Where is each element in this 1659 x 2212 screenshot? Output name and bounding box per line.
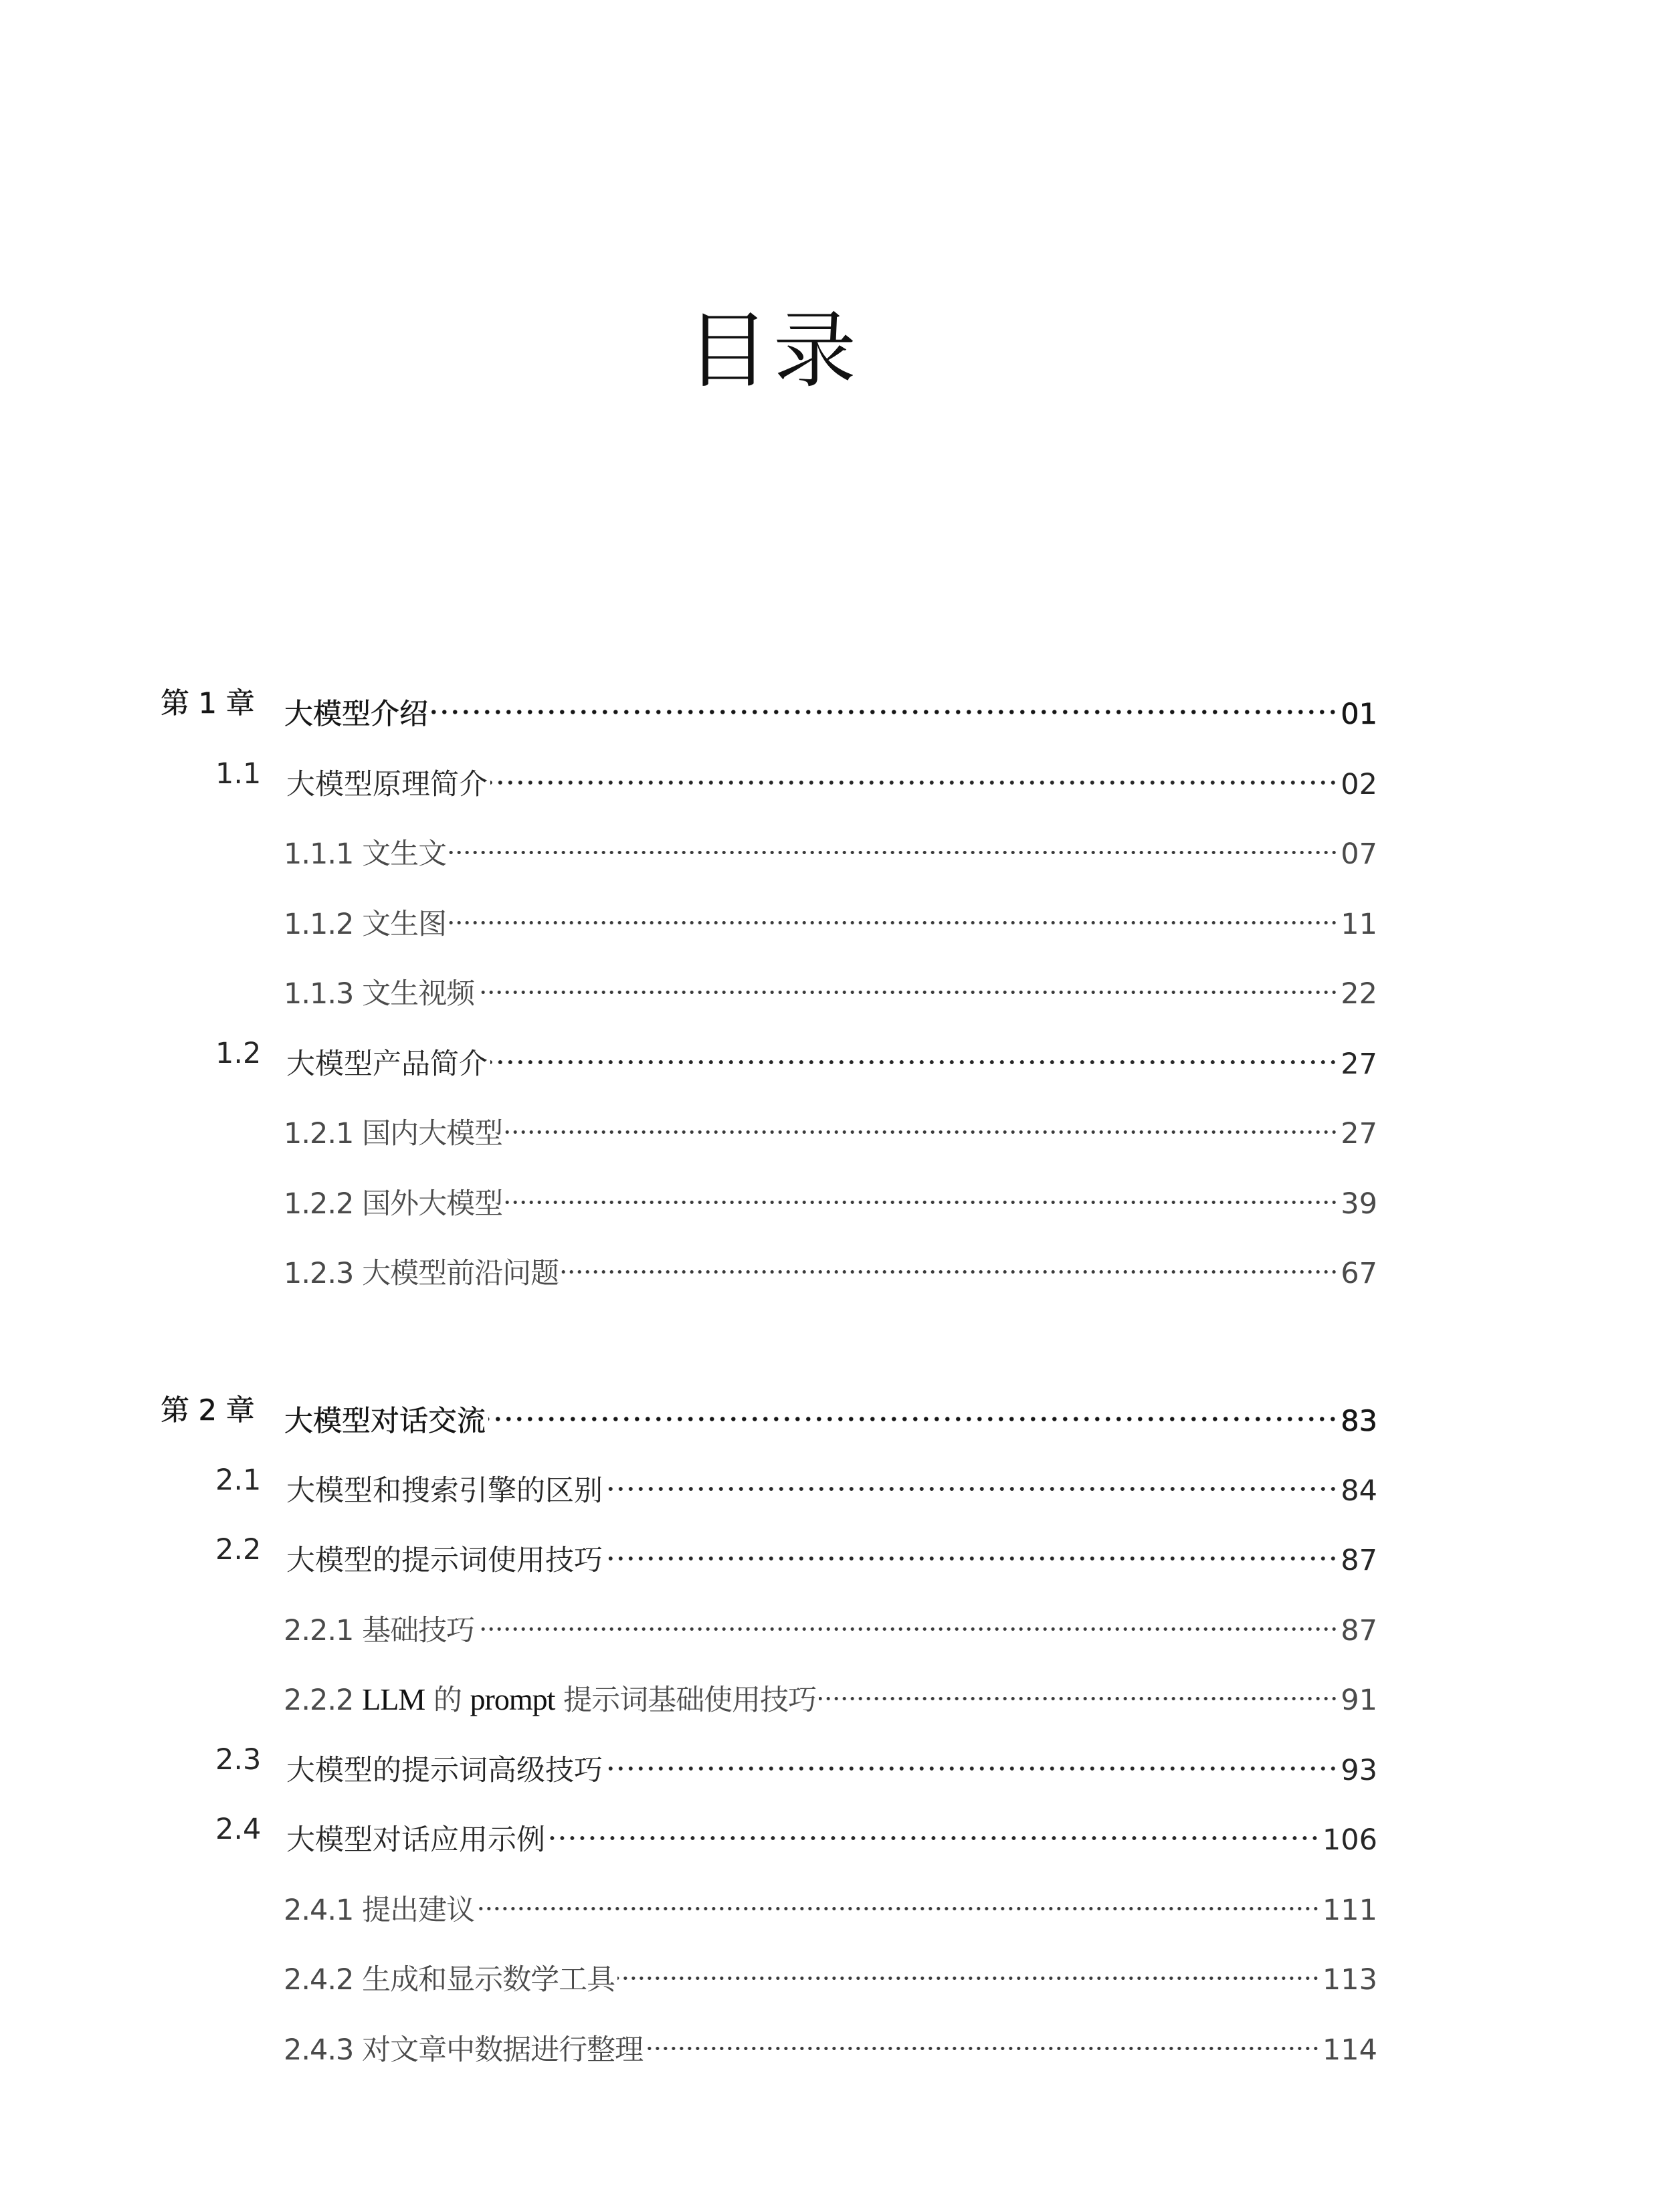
page-number: 87 — [1341, 1614, 1377, 1647]
title-part-rest: 提示词基础使用技巧 — [555, 1684, 817, 1717]
subsection-title: 1.1.3 文生视频 — [284, 977, 475, 1011]
page-title: 目录 — [686, 303, 860, 399]
section-title: 大模型的提示词高级技巧 — [286, 1754, 603, 1787]
toc-chapter-1[interactable] — [0, 684, 1659, 731]
title-part-number: 2.2.2 — [284, 1684, 363, 1717]
page-number: 39 — [1341, 1187, 1377, 1221]
page-number: 113 — [1322, 1963, 1377, 1997]
dot-leader — [505, 1173, 1338, 1213]
section-title: 大模型原理简介 — [286, 768, 488, 801]
chapter-title: 大模型对话交流 — [284, 1405, 486, 1438]
toc-subsection-1-1-2[interactable] — [0, 894, 1659, 941]
subsection-title: 2.4.2 生成和显示数学工具 — [284, 1963, 615, 1997]
toc-subsection-1-1-1[interactable] — [0, 823, 1659, 871]
section-title: 大模型对话应用示例 — [286, 1823, 545, 1857]
page-number: 27 — [1341, 1117, 1377, 1150]
page-number: 93 — [1341, 1754, 1377, 1787]
page-number: 114 — [1322, 2033, 1377, 2067]
dot-leader — [548, 1809, 1320, 1849]
toc-section-2-4[interactable] — [0, 1809, 1659, 1857]
subsection-title: 1.2.3 大模型前沿问题 — [284, 1257, 559, 1290]
section-title: 大模型和搜索引擎的区别 — [286, 1474, 603, 1508]
title-part-llm: LLM — [362, 1682, 425, 1716]
subsection-title: 1.1.1 文生文 — [284, 837, 447, 871]
section-number: 2.2 — [215, 1533, 262, 1567]
dot-leader — [477, 1600, 1338, 1640]
toc-subsection-1-1-3[interactable] — [0, 963, 1659, 1011]
page-number: 83 — [1341, 1405, 1377, 1438]
page-number: 22 — [1341, 977, 1377, 1011]
toc-subsection-2-2-1[interactable] — [0, 1600, 1659, 1647]
section-title: 大模型产品简介 — [286, 1047, 488, 1081]
toc-section-2-1[interactable] — [0, 1460, 1659, 1508]
toc-subsection-2-2-2[interactable] — [0, 1670, 1659, 1717]
subsection-title: 1.2.2 国外大模型 — [284, 1187, 503, 1221]
page-number: 84 — [1341, 1474, 1377, 1508]
chapter-number: 第 2 章 — [161, 1394, 255, 1427]
toc-chapter-2[interactable] — [0, 1391, 1659, 1438]
page-number: 01 — [1341, 698, 1377, 731]
page-number: 111 — [1322, 1894, 1377, 1927]
subsection-title: 1.2.1 国内大模型 — [284, 1117, 503, 1150]
dot-leader — [449, 894, 1338, 934]
dot-leader — [490, 1033, 1338, 1074]
chapter-number: 第 1 章 — [161, 687, 255, 720]
title-part-prompt: prompt — [470, 1682, 555, 1716]
subsection-title — [284, 1680, 816, 1720]
subsection-title: 2.4.3 对文章中数据进行整理 — [284, 2033, 644, 2067]
subsection-title: 2.2.1 基础技巧 — [284, 1614, 475, 1647]
page-number: 07 — [1341, 837, 1377, 871]
section-number: 2.4 — [215, 1813, 262, 1846]
page-number: 106 — [1322, 1823, 1377, 1857]
page-number: 87 — [1341, 1544, 1377, 1577]
section-number: 1.1 — [215, 757, 262, 791]
toc-subsection-2-4-2[interactable] — [0, 1949, 1659, 1997]
dot-leader — [561, 1243, 1338, 1283]
section-title: 大模型的提示词使用技巧 — [286, 1544, 603, 1577]
dot-leader — [488, 1391, 1338, 1431]
section-number: 2.3 — [215, 1743, 262, 1777]
section-number: 2.1 — [215, 1464, 262, 1497]
subsection-title: 2.4.1 提出建议 — [284, 1894, 475, 1927]
dot-leader — [605, 1460, 1338, 1500]
dot-leader — [490, 754, 1338, 794]
dot-leader — [477, 963, 1338, 1003]
dot-leader — [505, 1103, 1338, 1143]
toc-section-1-2[interactable] — [0, 1033, 1659, 1081]
dot-leader — [819, 1670, 1338, 1710]
dot-leader — [449, 823, 1338, 864]
toc-subsection-1-2-1[interactable] — [0, 1103, 1659, 1150]
dot-leader — [605, 1530, 1338, 1570]
page-number: 91 — [1341, 1684, 1377, 1717]
section-number: 1.2 — [215, 1037, 262, 1070]
dot-leader — [431, 684, 1338, 724]
toc-subsection-1-2-2[interactable] — [0, 1173, 1659, 1221]
page-number: 67 — [1341, 1257, 1377, 1290]
toc-subsection-1-2-3[interactable] — [0, 1243, 1659, 1290]
dot-leader — [646, 2019, 1320, 2059]
subsection-title: 1.1.2 文生图 — [284, 908, 447, 941]
page-number: 27 — [1341, 1047, 1377, 1081]
page-number: 02 — [1341, 768, 1377, 801]
dot-leader — [617, 1949, 1320, 1989]
toc-section-2-2[interactable] — [0, 1530, 1659, 1577]
page-number: 11 — [1341, 908, 1377, 941]
dot-leader — [477, 1880, 1320, 1920]
toc-subsection-2-4-3[interactable] — [0, 2019, 1659, 2067]
title-part-de: 的 — [425, 1684, 470, 1717]
toc-section-2-3[interactable] — [0, 1740, 1659, 1787]
toc-subsection-2-4-1[interactable] — [0, 1880, 1659, 1927]
toc-section-1-1[interactable] — [0, 754, 1659, 801]
dot-leader — [605, 1740, 1338, 1780]
chapter-title: 大模型介绍 — [284, 698, 428, 731]
